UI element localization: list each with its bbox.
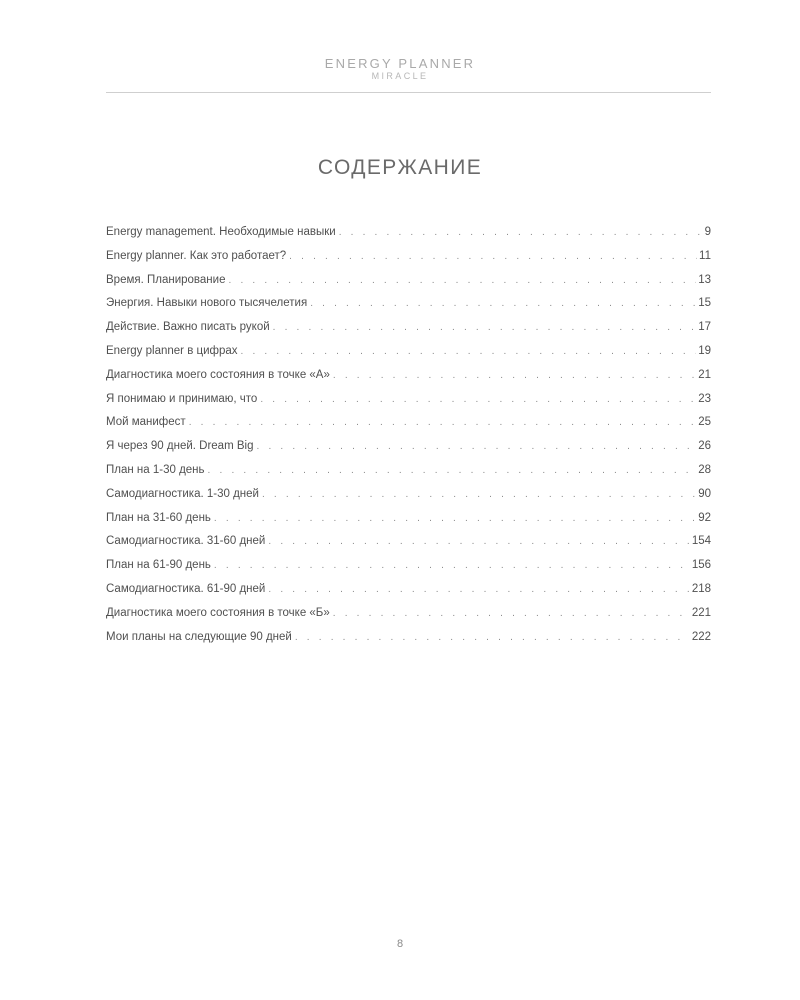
dot-leader	[310, 298, 696, 309]
toc-entry-page: 25	[698, 416, 711, 429]
toc-entry-page: 23	[698, 392, 711, 405]
toc-entry-page: 9	[704, 226, 711, 238]
toc-entry-page: 17	[698, 321, 711, 334]
toc-entry-page: 90	[698, 487, 711, 500]
toc-entry[interactable]	[106, 369, 711, 393]
toc-entry-title: Самодиагностика. 1-30 дней	[106, 487, 259, 500]
toc-entry-title: Действие. Важно писать рукой	[106, 321, 270, 334]
dot-leader	[268, 584, 689, 595]
dot-leader	[260, 394, 696, 405]
toc-entry[interactable]	[106, 345, 711, 369]
toc-entry-title: Мои планы на следующие 90 дней	[106, 630, 292, 643]
toc-entry-page: 156	[691, 559, 711, 572]
toc-entry-page: 19	[698, 344, 711, 357]
dot-leader	[256, 441, 696, 452]
toc-entry-title: План на 1-30 день	[106, 463, 205, 476]
toc-entry[interactable]	[106, 226, 711, 250]
dot-leader	[262, 489, 696, 500]
dot-leader	[339, 227, 703, 238]
dot-leader	[214, 513, 696, 524]
toc-entry-page: 222	[691, 630, 711, 643]
toc-entry-title: Время. Планирование	[106, 273, 226, 286]
brand-title: ENERGY PLANNER	[324, 56, 476, 71]
toc-entry-title: План на 61-90 день	[106, 559, 211, 572]
dot-leader	[295, 632, 690, 643]
toc-entry[interactable]	[106, 393, 711, 417]
toc-entry[interactable]	[106, 250, 711, 274]
dot-leader	[333, 608, 690, 619]
toc-entry-page: 92	[698, 511, 711, 524]
toc-entry-page: 26	[698, 440, 711, 453]
dot-leader	[268, 536, 689, 547]
toc-entry[interactable]	[106, 583, 711, 607]
toc-entry-title: Диагностика моего состояния в точке «А»	[106, 368, 330, 381]
brand-subtitle: MIRACLE	[371, 71, 429, 81]
toc-entry-title: Energy management. Необходимые навыки	[106, 226, 336, 238]
page-title: СОДЕРЖАНИЕ	[317, 156, 483, 179]
dot-leader	[189, 417, 697, 428]
toc-entry[interactable]	[106, 416, 711, 440]
toc-entry[interactable]	[106, 321, 711, 345]
toc-entry[interactable]	[106, 274, 711, 298]
running-header	[0, 56, 800, 82]
table-of-contents	[106, 226, 711, 654]
toc-entry-title: Energy planner в цифрах	[106, 344, 238, 357]
toc-entry-title: Энергия. Навыки нового тысячелетия	[106, 297, 308, 310]
toc-entry-title: Я понимаю и принимаю, что	[106, 392, 258, 405]
toc-entry-title: Диагностика моего состояния в точке «Б»	[106, 606, 330, 619]
dot-leader	[228, 275, 696, 286]
dot-leader	[214, 560, 690, 571]
toc-entry-page: 15	[698, 297, 711, 310]
toc-entry[interactable]	[106, 512, 711, 536]
toc-entry[interactable]	[106, 607, 711, 631]
toc-entry-page: 28	[698, 463, 711, 476]
toc-entry-title: Я через 90 дней. Dream Big	[106, 440, 254, 453]
toc-entry-page: 218	[691, 582, 711, 595]
toc-entry-title: Мой манифест	[106, 416, 186, 429]
dot-leader	[241, 346, 697, 357]
header-divider	[106, 92, 711, 93]
toc-entry-title: Energy planner. Как это работает?	[106, 249, 287, 262]
dot-leader	[289, 251, 697, 262]
toc-entry[interactable]	[106, 631, 711, 655]
toc-entry[interactable]	[106, 440, 711, 464]
toc-entry[interactable]	[106, 464, 711, 488]
toc-entry-page: 21	[698, 368, 711, 381]
toc-entry[interactable]	[106, 488, 711, 512]
dot-leader	[273, 322, 697, 333]
dot-leader	[208, 465, 697, 476]
dot-leader	[333, 370, 696, 381]
toc-entry-title: Самодиагностика. 61-90 дней	[106, 582, 266, 595]
toc-entry-title: План на 31-60 день	[106, 511, 211, 524]
page-number: 8	[396, 938, 404, 950]
toc-entry-page: 154	[691, 535, 711, 548]
toc-entry[interactable]	[106, 535, 711, 559]
toc-entry-title: Самодиагностика. 31-60 дней	[106, 535, 266, 548]
toc-entry-page: 11	[699, 249, 711, 262]
toc-entry[interactable]	[106, 297, 711, 321]
toc-entry[interactable]	[106, 559, 711, 583]
toc-entry-page: 13	[698, 273, 711, 286]
toc-entry-page: 221	[691, 606, 711, 619]
